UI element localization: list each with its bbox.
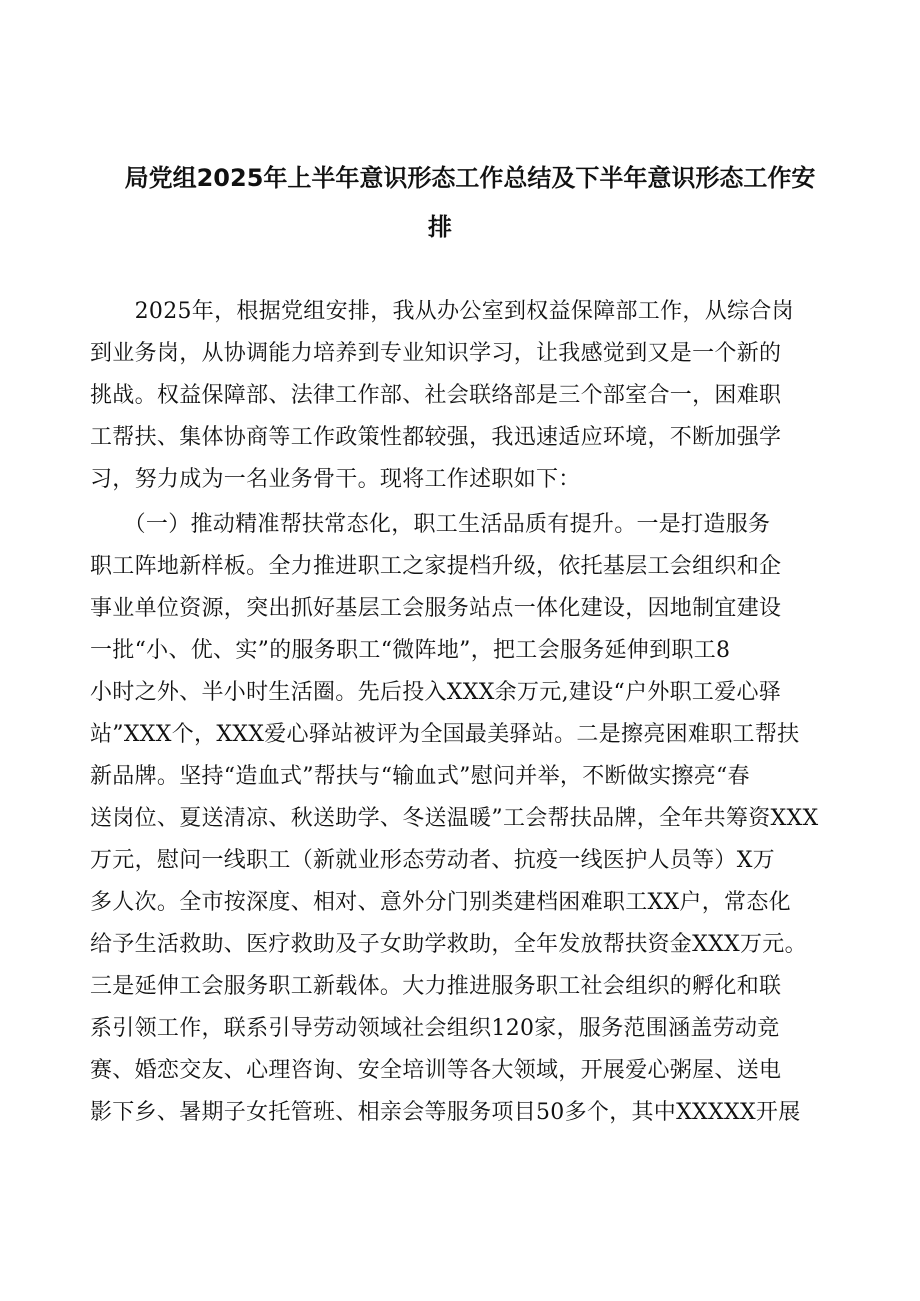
body-line-8: 事业单位资源，突出抓好基层工会服务站点一体化建设，因地制宜建设 — [90, 596, 782, 621]
body-line-11: 站”XXX个，XXX爱心驿站被评为全国最美驿站。二是擦亮困难职工帮扶 — [90, 722, 800, 747]
document-title-line-1: 局党组2025年上半年意识形态工作总结及下半年意识形态工作安 — [124, 164, 816, 192]
body-line-19: 赛、婚恋交友、心理咨询、安全培训等各大领域，开展爱心粥屋、送电 — [90, 1058, 782, 1083]
body-line-12: 新品牌。坚持“造血式”帮扶与“输血式”慰问并举，不断做实擦亮“春 — [90, 764, 750, 789]
body-line-9: 一批“小、优、实”的服务职工“微阵地”，把工会服务延伸到职工8 — [90, 638, 731, 663]
body-line-4: 工帮扶、集体协商等工作政策性都较强，我迅速适应环境，不断加强学 — [90, 425, 782, 450]
body-line-16: 给予生活救助、医疗救助及子女助学救助，全年发放帮扶资金XXX万元。 — [90, 932, 807, 957]
body-line-14: 万元，慰问一线职工（新就业形态劳动者、抗疫一线医护人员等）X万 — [90, 848, 775, 873]
body-line-15: 多人次。全市按深度、相对、意外分门别类建档困难职工XX户，常态化 — [90, 890, 791, 915]
body-line-3: 挑战。权益保障部、法律工作部、社会联络部是三个部室合一，困难职 — [90, 383, 782, 408]
body-line-13: 送岗位、夏送清凉、秋送助学、冬送温暖”工会帮扶品牌，全年共筹资XXX — [90, 806, 819, 831]
body-line-20: 影下乡、暑期子女托管班、相亲会等服务项目50多个，其中XXXXX开展 — [90, 1100, 801, 1125]
body-line-7: 职工阵地新样板。全力推进职工之家提档升级，依托基层工会组织和企 — [90, 554, 782, 579]
body-line-2: 到业务岗，从协调能力培养到专业知识学习，让我感觉到又是一个新的 — [90, 341, 782, 366]
body-line-18: 系引领工作，联系引导劳动领域社会组织120家，服务范围涵盖劳动竞 — [90, 1016, 780, 1041]
body-line-5: 习，努力成为一名业务骨干。现将工作述职如下： — [90, 467, 581, 492]
body-line-10: 小时之外、半小时生活圈。先后投入XXX余万元,建设“户外职工爱心驿 — [90, 680, 782, 705]
body-line-6: （一）推动精准帮扶常态化，职工生活品质有提升。一是打造服务 — [90, 512, 771, 537]
body-line-17: 三是延伸工会服务职工新载体。大力推进服务职工社会组织的孵化和联 — [90, 974, 782, 999]
document-title-line-2: 排 — [428, 213, 452, 241]
body-line-1: 2025年，根据党组安排，我从办公室到权益保障部工作，从综合岗 — [90, 299, 794, 324]
